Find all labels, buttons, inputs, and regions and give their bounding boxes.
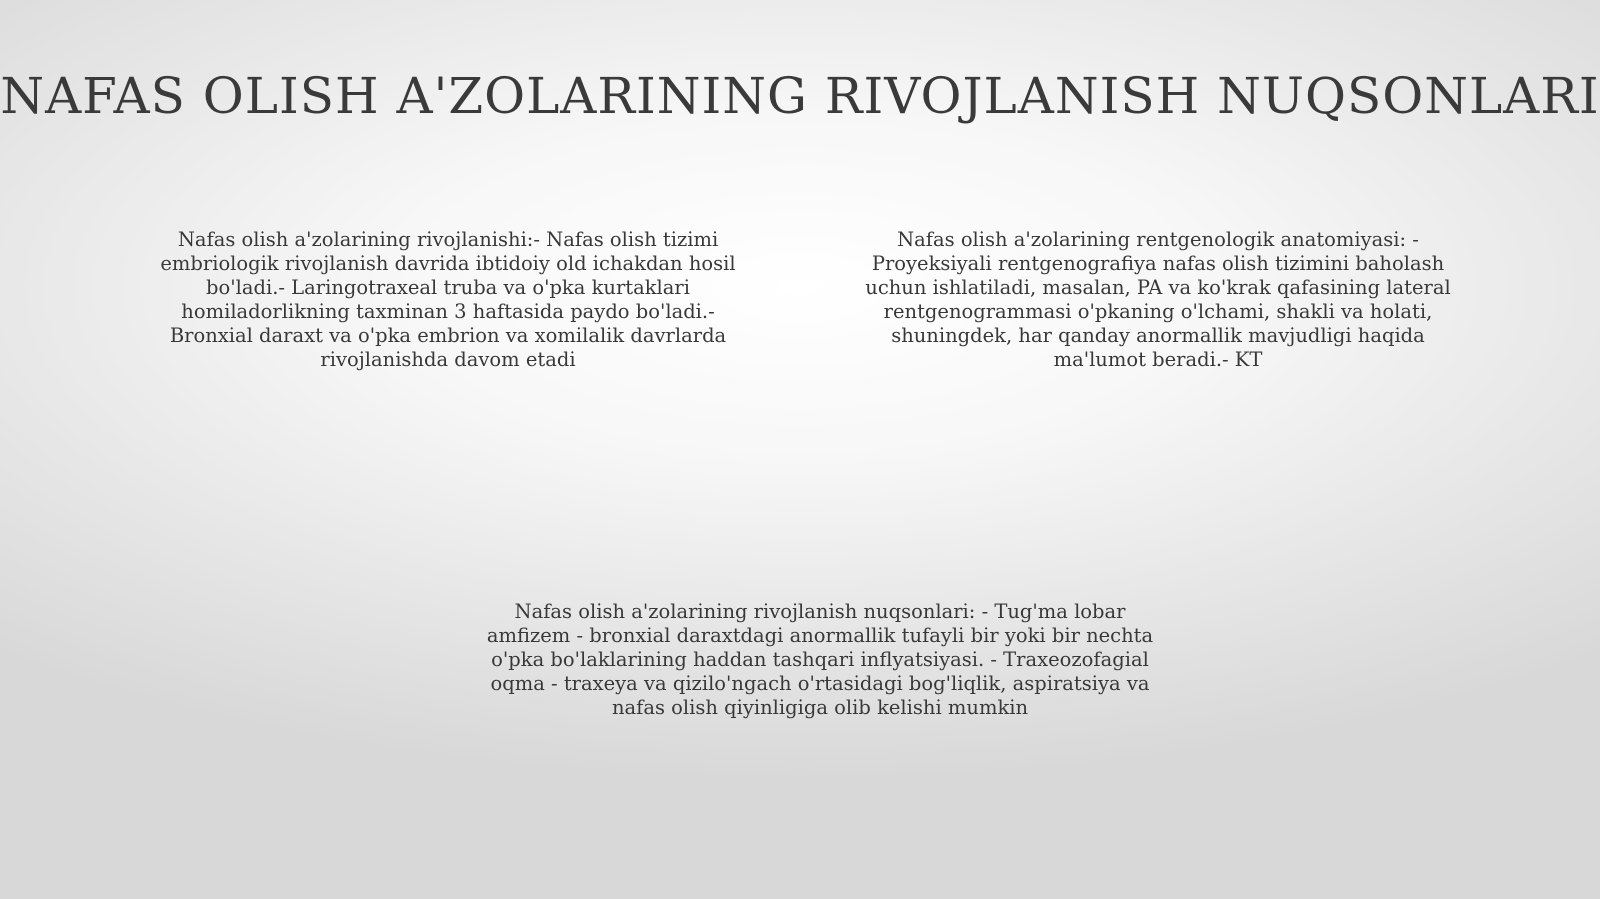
radiology-text-block: Nafas olish a'zolarining rentgenologik anatomiyasi: - Proyeksiyali rentgenografiya nafas olish tizimini baholash uchun ishlatiladi, masalan, PA va ko'krak qafasining lateral rentgenogrammasi o'pkaning o'lchami, shakli va holati, shuningdek, har qanday anormallik mavjudligi haqida ma'lumot beradi.- KT: [865, 228, 1451, 371]
development-text-block: Nafas olish a'zolarining rivojlanishi:- Nafas olish tizimi embriologik rivojlanish davrida ibtidoiy old ichakdan hosil bo'ladi.- Laringotraxeal truba va o'pka kurtaklari homiladorlikning taxminan 3 haftasida paydo bo'ladi.- Bronxial daraxt va o'pka embrion va xomilalik davrlarda rivojlanishda davom etadi: [160, 228, 736, 371]
defects-text-block: Nafas olish a'zolarining rivojlanish nuqsonlari: - Tug'ma lobar amfizem - bronxial daraxtdagi anormallik tufayli bir yoki bir nechta o'pka bo'laklarining haddan tashqari inflyatsiyasi. - Traxeozofagial oqma - traxeya va qizilo'ngach o'rtasidagi bog'liqlik, aspiratsiya va nafas olish qiyinligiga olib kelishi mumkin: [486, 600, 1154, 719]
slide-title: NAFAS OLISH A'ZOLARINING RIVOJLANISH NUQSONLARI: [0, 67, 1600, 125]
